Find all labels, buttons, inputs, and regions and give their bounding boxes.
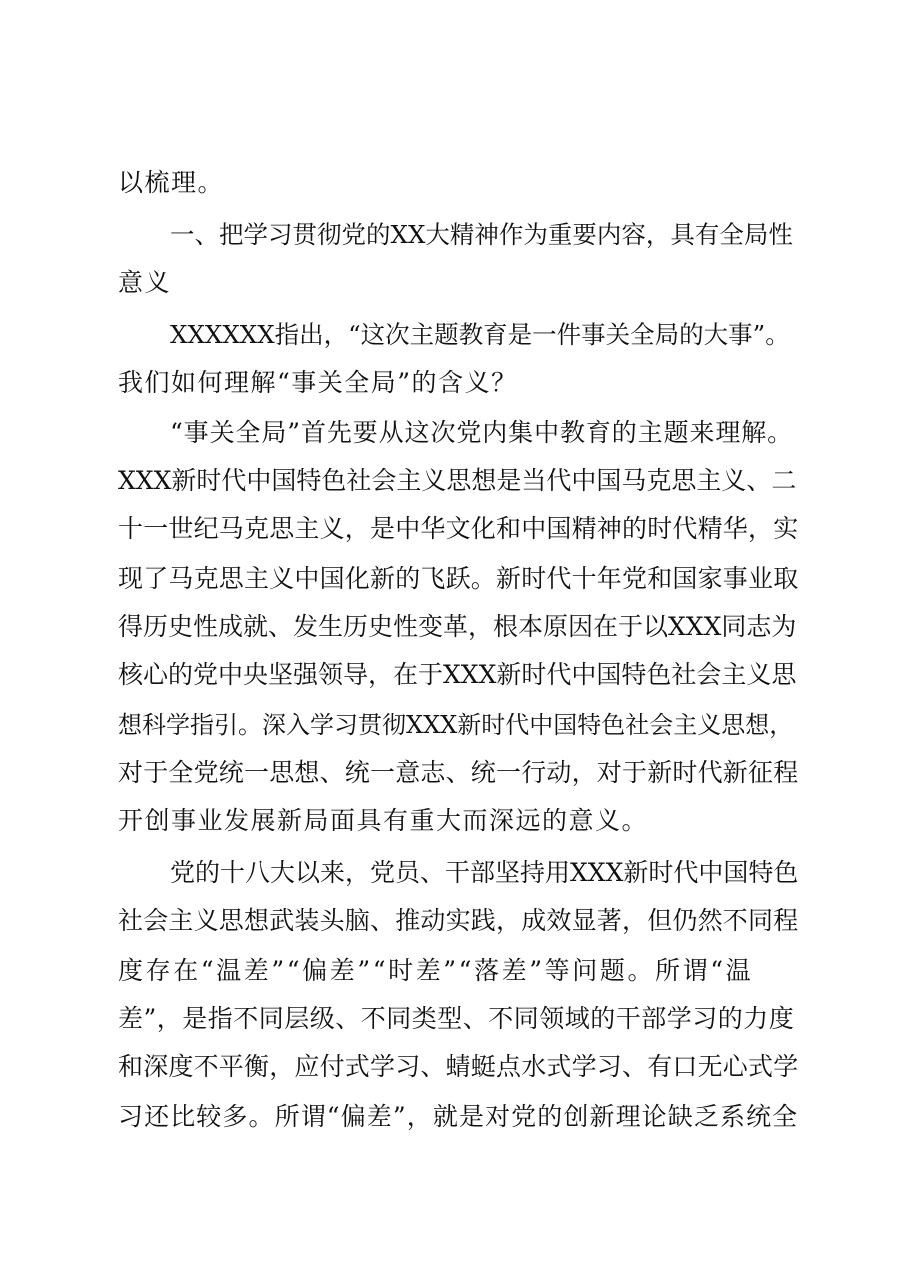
text-line: 想科学指引。深入学习贯彻XXX新时代中国特色社会主义思想，	[118, 711, 794, 739]
text-line: 党的十八大以来，党员、干部坚持用XXX新时代中国特色	[170, 858, 799, 887]
text-line: 我们如何理解“事关全局”的含义？	[118, 368, 518, 397]
text-line: 核心的党中央坚强领导，在于XXX新时代中国特色社会主义思	[118, 660, 797, 689]
text-line: 差”，是指不同层级、不同类型、不同领域的干部学习的力度	[118, 1004, 795, 1033]
text-line: “事关全局”首先要从这次党内集中教育的主题来理解。	[170, 418, 794, 447]
text-line: 得历史性成就、发生历史性变革，根本原因在于以XXX同志为	[118, 612, 797, 641]
section-heading-continued: 意义	[118, 268, 172, 297]
text-line: 十一世纪马克思主义，是中华文化和中国精神的时代精华，实	[118, 514, 799, 543]
text-line: 习还比较多。所谓“偏差”，就是对党的创新理论缺乏系统全	[118, 1102, 799, 1131]
text-line: 对于全党统一思想、统一意志、统一行动，对于新时代新征程	[118, 758, 799, 787]
text-line: 以梳理。	[118, 168, 225, 197]
text-line: XXXXXX指出，“这次主题教育是一件事关全局的大事”。	[170, 320, 790, 349]
text-line: XXX新时代中国特色社会主义思想是当代中国马克思主义、二	[118, 466, 797, 495]
text-line: 现了马克思主义中国化新的飞跃。新时代十年党和国家事业取	[118, 564, 799, 593]
text-line: 开创事业发展新局面具有重大而深远的意义。	[118, 806, 649, 835]
text-line: 和深度不平衡，应付式学习、蜻蜓点水式学习、有口无心式学	[118, 1052, 799, 1081]
section-heading: 一、把学习贯彻党的XX大精神作为重要内容，具有全局性	[170, 220, 793, 249]
text-line: 社会主义思想武装头脑、推动实践，成效显著，但仍然不同程	[118, 906, 799, 935]
text-line: 度存在“温差”“偏差”“时差”“落差”等问题。所谓“温	[118, 956, 754, 985]
